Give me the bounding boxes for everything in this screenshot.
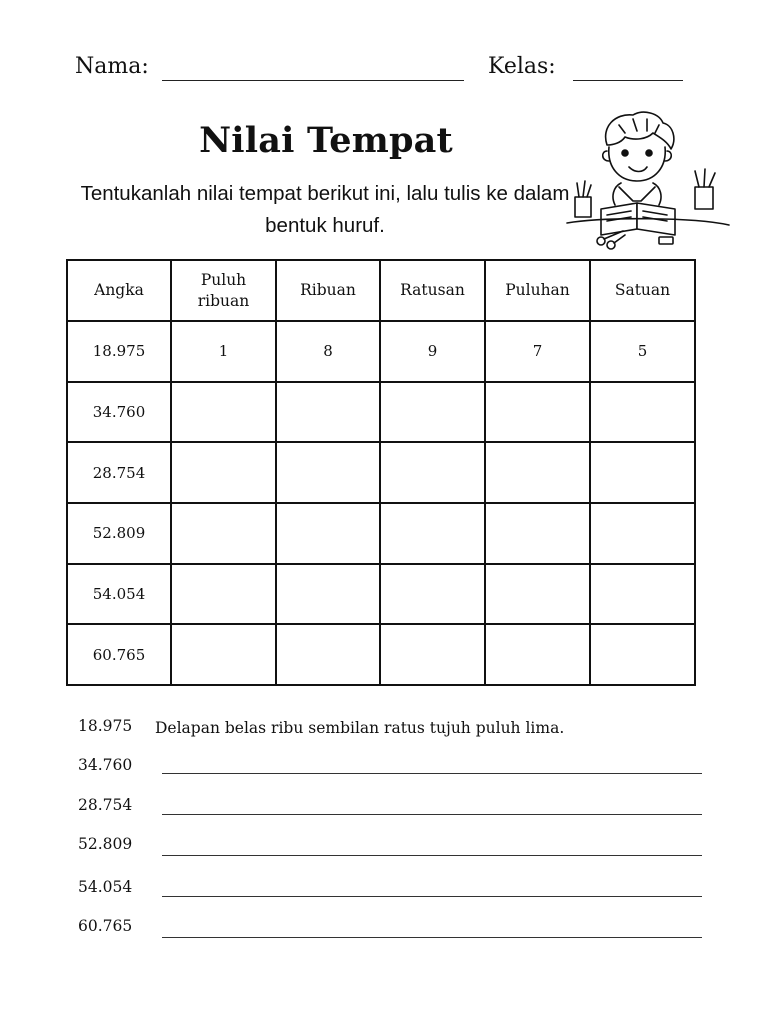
answer-number: 52.809	[78, 835, 133, 853]
table-cell-ratusan[interactable]	[380, 624, 485, 685]
table-cell-puluhan[interactable]	[485, 624, 590, 685]
table-cell-puluh-ribuan[interactable]: 1	[171, 321, 276, 382]
column-header-ratusan: Ratusan	[380, 260, 485, 321]
table-cell-puluh-ribuan[interactable]	[171, 442, 276, 503]
nama-label: Nama:	[75, 54, 149, 79]
column-header-puluhan: Puluhan	[485, 260, 590, 321]
answer-line[interactable]	[162, 896, 702, 897]
table-cell-puluh-ribuan[interactable]	[171, 624, 276, 685]
table-cell-puluhan[interactable]: 7	[485, 321, 590, 382]
answer-line[interactable]	[162, 773, 702, 774]
table-cell-satuan[interactable]	[590, 442, 695, 503]
table-row	[67, 442, 695, 503]
answer-number: 28.754	[78, 796, 133, 814]
page-title: Nilai Tempat	[199, 120, 453, 161]
table-cell-satuan[interactable]: 5	[590, 321, 695, 382]
table-cell-puluhan[interactable]	[485, 564, 590, 625]
table-cell-angka: 54.054	[67, 564, 171, 625]
kelas-label: Kelas:	[488, 54, 556, 79]
table-cell-puluhan[interactable]	[485, 382, 590, 443]
table-cell-satuan[interactable]	[590, 564, 695, 625]
table-cell-ribuan[interactable]	[276, 624, 380, 685]
column-header-puluh-ribuan: Puluh ribuan	[171, 260, 276, 321]
answer-number: 18.975	[78, 717, 133, 735]
nama-field[interactable]	[162, 80, 464, 81]
table-cell-ribuan[interactable]	[276, 503, 380, 564]
answer-line[interactable]	[162, 855, 702, 856]
table-cell-angka: 18.975	[67, 321, 171, 382]
table-cell-angka: 52.809	[67, 503, 171, 564]
kelas-field[interactable]	[573, 80, 683, 81]
table-cell-satuan[interactable]	[590, 503, 695, 564]
answer-number: 54.054	[78, 878, 133, 896]
table-header-row	[67, 260, 695, 321]
table-cell-ribuan[interactable]: 8	[276, 321, 380, 382]
table-row	[67, 624, 695, 685]
place-value-table	[66, 259, 696, 686]
table-row	[67, 321, 695, 382]
instruction-text: Tentukanlah nilai tempat berikut ini, lalu tulis ke dalam bentuk huruf.	[80, 182, 570, 237]
table-cell-puluhan[interactable]	[485, 503, 590, 564]
table-cell-ratusan[interactable]	[380, 503, 485, 564]
answer-line[interactable]	[162, 937, 702, 938]
answer-line[interactable]	[162, 814, 702, 815]
table-cell-ribuan[interactable]	[276, 382, 380, 443]
table-cell-ratusan[interactable]	[380, 564, 485, 625]
table-cell-angka: 34.760	[67, 382, 171, 443]
table-cell-angka: 28.754	[67, 442, 171, 503]
table-cell-satuan[interactable]	[590, 382, 695, 443]
table-cell-puluhan[interactable]	[485, 442, 590, 503]
answer-text: Delapan belas ribu sembilan ratus tujuh puluh lima.	[155, 719, 565, 737]
table-cell-ratusan[interactable]: 9	[380, 321, 485, 382]
column-header-ribuan: Ribuan	[276, 260, 380, 321]
table-cell-satuan[interactable]	[590, 624, 695, 685]
table-cell-ribuan[interactable]	[276, 442, 380, 503]
table-row	[67, 503, 695, 564]
table-row	[67, 382, 695, 443]
table-cell-puluh-ribuan[interactable]	[171, 382, 276, 443]
answer-number: 60.765	[78, 917, 133, 935]
table-cell-ratusan[interactable]	[380, 382, 485, 443]
table-cell-puluh-ribuan[interactable]	[171, 503, 276, 564]
column-header-satuan: Satuan	[590, 260, 695, 321]
table-row	[67, 564, 695, 625]
child-reading-book-icon	[563, 105, 733, 255]
table-cell-ratusan[interactable]	[380, 442, 485, 503]
table-cell-ribuan[interactable]	[276, 564, 380, 625]
column-header-angka: Angka	[67, 260, 171, 321]
table-cell-angka: 60.765	[67, 624, 171, 685]
table-cell-puluh-ribuan[interactable]	[171, 564, 276, 625]
answer-number: 34.760	[78, 756, 133, 774]
